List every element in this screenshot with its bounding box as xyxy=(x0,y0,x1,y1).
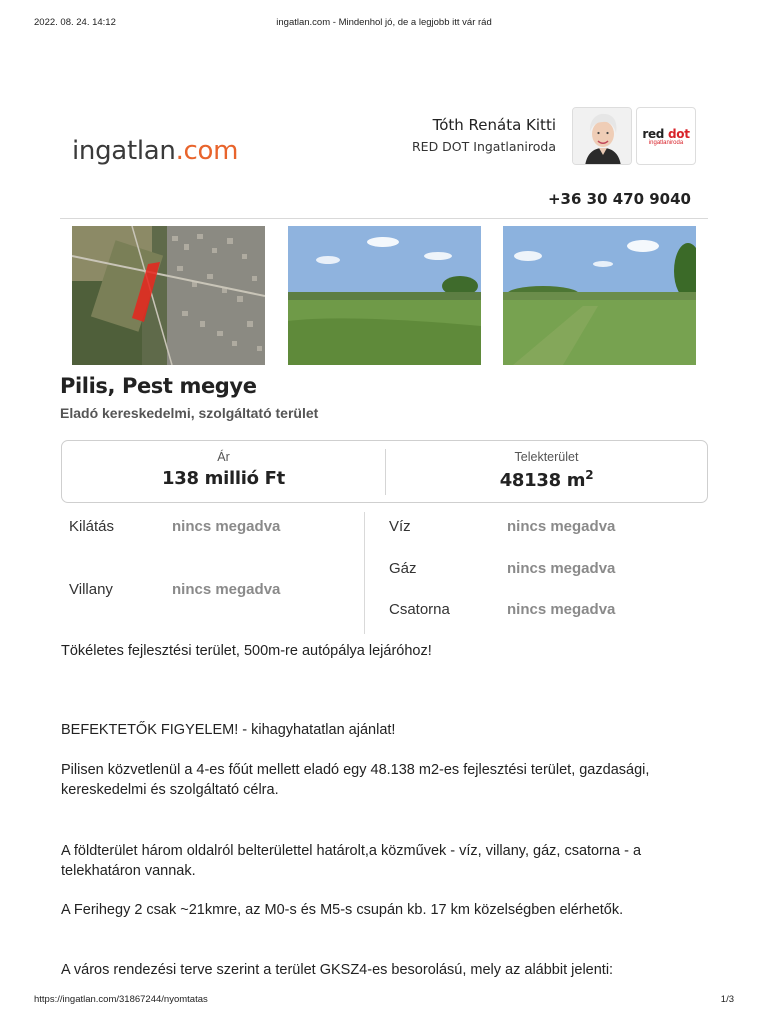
print-page-title: ingatlan.com - Mindenhol jó, de a legjobb itt vár rád xyxy=(276,17,492,28)
header-divider xyxy=(60,218,708,219)
print-datetime: 2022. 08. 24. 14:12 xyxy=(34,17,116,28)
listing-title: Pilis, Pest megye xyxy=(60,374,257,398)
aerial-map-image xyxy=(72,226,265,365)
field-photo-image xyxy=(503,226,696,365)
attr-value-csatorna: nincs megadva xyxy=(507,601,616,618)
price-value: 138 millió Ft xyxy=(162,468,285,489)
listing-subtitle: Eladó kereskedelmi, szolgáltató terület xyxy=(60,405,319,421)
agent-avatar xyxy=(572,107,632,165)
area-value xyxy=(385,468,708,491)
agency-logo-dot: dot xyxy=(667,127,690,141)
print-page-number: 1/3 xyxy=(720,994,734,1005)
photo-field-1[interactable] xyxy=(288,226,481,365)
attr-value-gaz: nincs megadva xyxy=(507,560,616,577)
photo-aerial-map[interactable] xyxy=(72,226,265,365)
price-block xyxy=(62,441,385,489)
photo-field-2[interactable] xyxy=(503,226,696,365)
field-photo-image xyxy=(288,226,481,365)
logo-main-text: ingatlan xyxy=(72,136,176,166)
description-paragraph: A földterület három oldalról belterülettel határolt,a közművek - víz, villany, gáz, csatorna - a telekhatáron vannak. xyxy=(61,843,642,879)
attr-label-villany: Villany xyxy=(69,581,113,598)
agent-name: Tóth Renáta Kitti xyxy=(432,116,556,134)
area-number: 48138 m xyxy=(499,470,586,491)
area-label: Telekterület xyxy=(514,450,579,464)
agency-logo-sub: ingatlaniroda xyxy=(648,140,684,146)
attr-value-viz: nincs megadva xyxy=(507,518,616,535)
summary-box xyxy=(61,440,708,503)
attr-label-gaz: Gáz xyxy=(389,560,417,577)
attributes-divider xyxy=(364,512,365,634)
agent-portrait-icon xyxy=(573,108,632,165)
attr-value-kilatas: nincs megadva xyxy=(172,518,281,535)
agent-office: RED DOT Ingatlaniroda xyxy=(412,139,556,154)
description-paragraph: Tökéletes fejlesztési terület, 500m-re autópálya lejáróhoz! xyxy=(61,643,432,659)
agent-phone[interactable]: +36 30 470 9040 xyxy=(547,190,691,208)
print-url: https://ingatlan.com/31867244/nyomtatas xyxy=(34,994,208,1005)
agency-logo xyxy=(636,107,696,165)
logo-suffix-text: .com xyxy=(175,136,239,166)
ingatlan-logo[interactable] xyxy=(72,136,238,166)
price-label: Ár xyxy=(217,450,230,464)
description-paragraph: Pilisen közvetlenül a 4-es főút mellett eladó egy 48.138 m2-es fejlesztési terület, gazdasági, kereskedelmi és szolgáltató célra. xyxy=(61,762,650,798)
description-paragraph: A város rendezési terve szerint a terület GKSZ4-es besorolású, mely az alábbit jelenti: xyxy=(61,962,614,978)
area-block xyxy=(385,441,708,491)
area-unit-sup: 2 xyxy=(585,468,594,482)
description-paragraph: A Ferihegy 2 csak ~21kmre, az M0-s és M5-s csupán kb. 17 km közelségben elérhetők. xyxy=(61,902,624,918)
description-paragraph: BEFEKTETŐK FIGYELEM! - kihagyhatatlan ajánlat! xyxy=(61,722,396,738)
attr-label-kilatas: Kilátás xyxy=(69,518,115,535)
agency-logo-wordmark xyxy=(637,127,695,141)
attr-label-csatorna: Csatorna xyxy=(389,601,450,618)
attr-label-viz: Víz xyxy=(389,518,411,535)
agency-logo-red: red xyxy=(642,127,665,141)
attr-value-villany: nincs megadva xyxy=(172,581,281,598)
